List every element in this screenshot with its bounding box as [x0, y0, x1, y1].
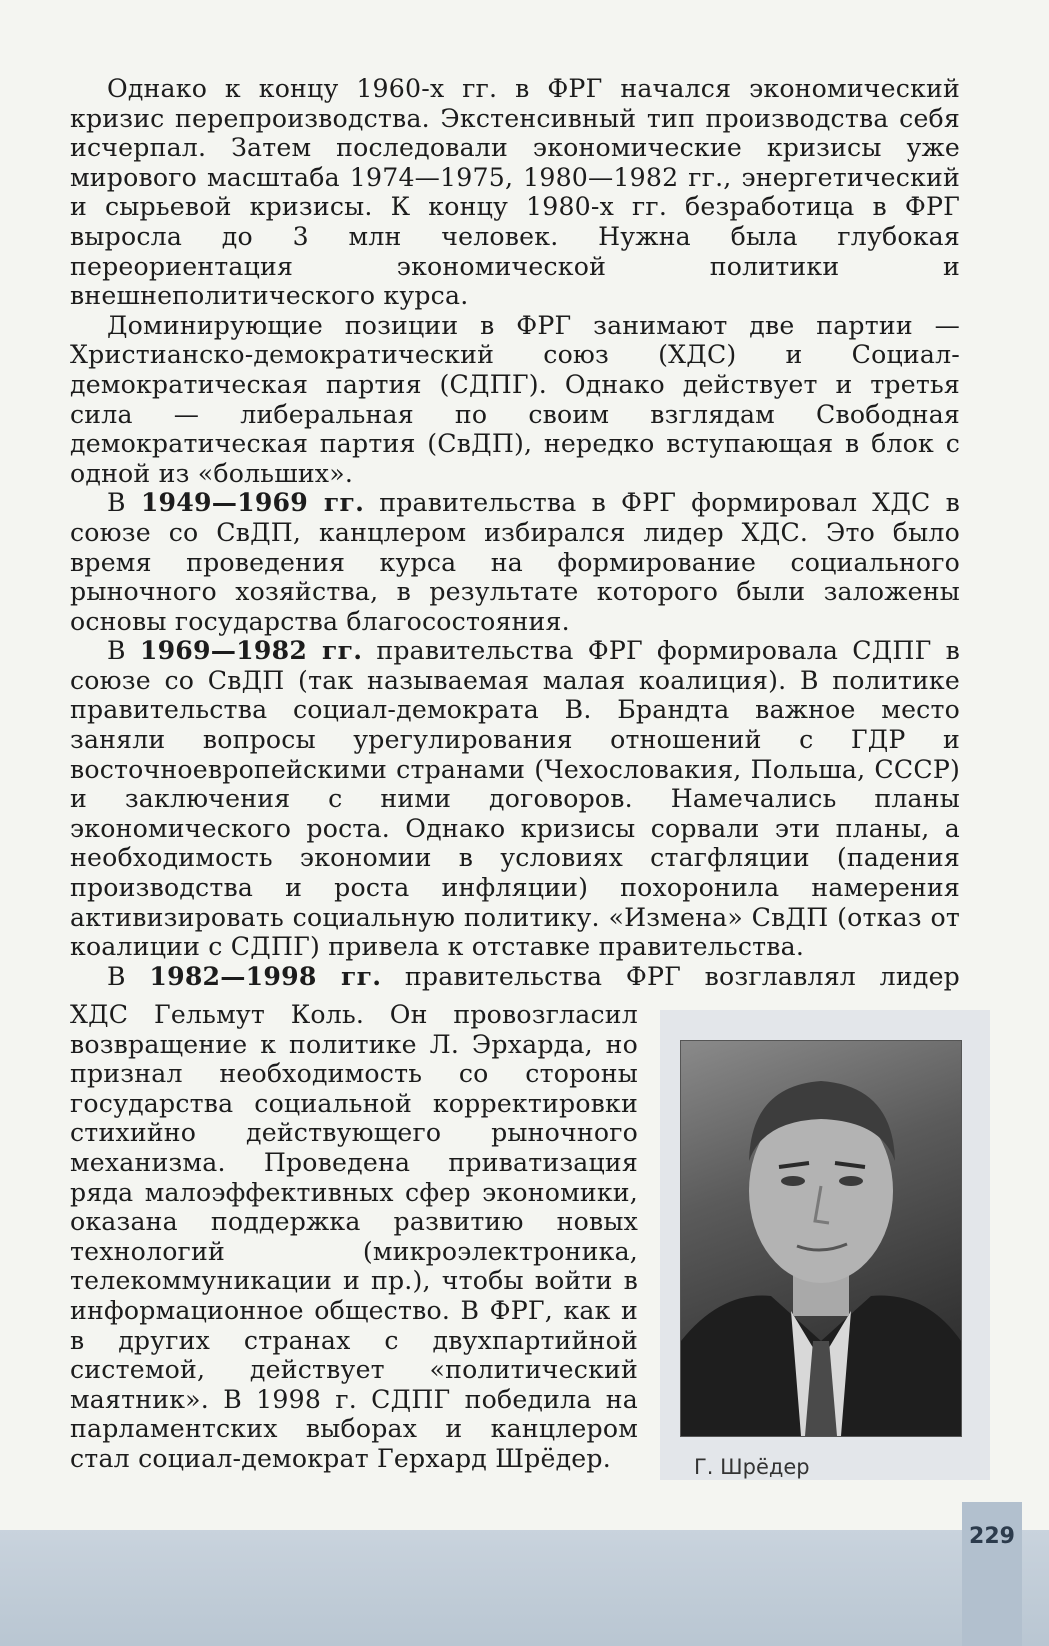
paragraph-1982-1998-lead: В 1982—1998 гг. правительства ФРГ возглавлял лидер: [107, 960, 960, 991]
period-1969-1982: 1969—1982 гг.: [139, 635, 363, 666]
paragraph-1969-1982: В 1969—1982 гг. правительства ФРГ формировала СДПГ в союзе со СвДП (так называемая малая коалиция). В политике правительства социал-демократа В. Брандта важное место заняли вопросы урегулирования отношений с ГДР и восточноевропейскими странами (Чехословакия, Польша, СССР) и заключения с ними договоров. Намечались планы экономического роста. Однако кризисы сорвали эти планы, а необходимость экономии в условиях стагфляции (падения производства и роста инфляции) похоронила намерения активизировать социальную политику. «Измена» СвДП (отказ от коалиции с СДПГ) привела к отставке правительства.: [70, 635, 960, 962]
main-text: [70, 74, 960, 991]
footer-band: [0, 1530, 1049, 1646]
portrait-icon: [681, 1041, 961, 1436]
period-1949-1969: 1949—1969 гг.: [140, 487, 365, 518]
paragraph-1982-1998-body: ХДС Гельмут Коль. Он провозгласил возвращение к политике Л. Эрхарда, но признал необходимость со стороны государства социальной корректировки стихийно действующего рыночного механизма. Проведена приватизация ряда малоэффективных сфер экономики, оказана поддержка развитию новых технологий (микроэлектроника, телекоммуникации и пр.), чтобы войти в информационное общество. В ФРГ, как и в других странах с двухпартийной системой, действует «политический маятник». В 1998 г. СДПГ победила на парламентских выборах и канцлером стал социал-демократ Герхард Шрёдер.: [70, 1000, 638, 1473]
photo-caption: Г. Шрёдер: [694, 1455, 810, 1479]
portrait-photo: [680, 1040, 962, 1437]
paragraph-1949-1969: В 1949—1969 гг. правительства в ФРГ формировал ХДС в союзе со СвДП, канцлером избирался лидер ХДС. Это было время проведения курса на формирование социального рыночного хозяйства, в результате которого были заложены основы государства благосостояния.: [70, 487, 960, 636]
paragraph-crisis: Однако к концу 1960-х гг. в ФРГ начался экономический кризис перепроизводства. Экстенсивный тип производства себя исчерпал. Затем последовали экономические кризисы уже мирового масштаба 1974—1975, 1980—1982 гг., энергетический и сырьевой кризисы. К концу 1980-х гг. безработица в ФРГ выросла до 3 млн человек. Нужна была глубокая переориентация экономической политики и внешнеполитического курса.: [70, 74, 960, 311]
page-number: 229: [969, 1524, 1015, 1549]
period-1982-1998: 1982—1998 гг.: [149, 960, 382, 991]
paragraph-parties: Доминирующие позиции в ФРГ занимают две партии — Христианско-демократический союз (ХДС) и Социал-демократическая партия (СДПГ). Однако действует и третья сила — либеральная по своим взглядам Свободная демократическая партия (СвДП), нередко вступающая в блок с одной из «больших».: [70, 310, 960, 488]
